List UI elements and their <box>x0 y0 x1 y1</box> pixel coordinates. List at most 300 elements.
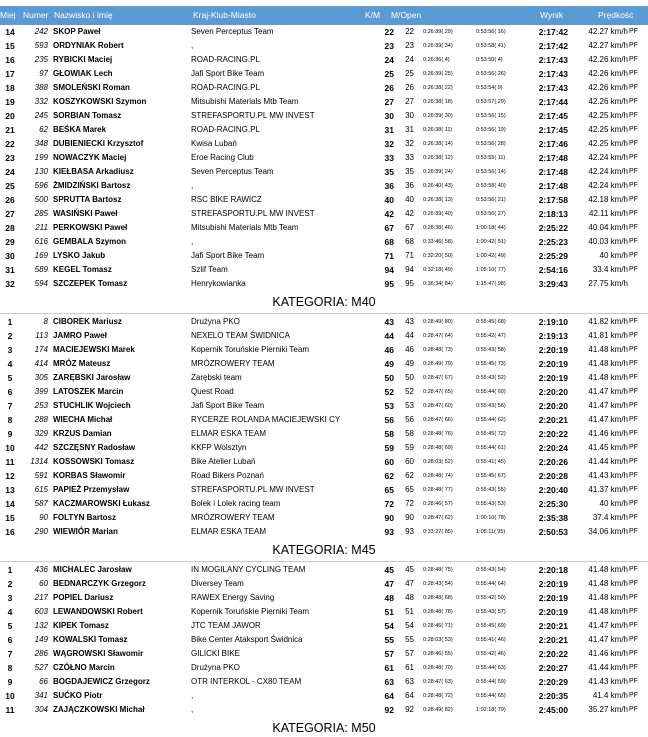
pf-flag: PF <box>629 472 638 479</box>
split-time-1: 0:28:46( 57) <box>423 501 453 507</box>
rider-name: BOGDAJEWICZ Grzegorz <box>53 677 150 686</box>
pf-flag: PF <box>629 706 638 713</box>
split-time-2: 0:55:44( 64) <box>476 581 506 587</box>
rider-name: CIBOREK Mariusz <box>53 317 122 326</box>
club-name: Quest Road <box>191 387 234 396</box>
rider-name: DUBIENIECKI Krzysztof <box>53 139 144 148</box>
rider-name: WĄGROWSKI Sławomir <box>53 649 144 658</box>
table-row <box>0 483 648 497</box>
place-cell: 32 <box>5 279 15 289</box>
category-title: KATEGORIA: M50 <box>272 721 376 735</box>
split-time-2: 1:02:18( 79) <box>476 707 506 713</box>
pf-flag: PF <box>629 346 638 353</box>
club-name: Zarębski team <box>191 373 242 382</box>
result-time: 2:25:23 <box>538 237 568 247</box>
avg-speed: 41.48 km/h <box>588 345 628 354</box>
club-name: , <box>191 237 194 246</box>
split-time-2: 0:53:56( 21) <box>476 197 506 203</box>
table-row <box>0 497 648 511</box>
result-time: 2:17:42 <box>538 41 568 51</box>
rider-name: WIEWIÓR Marian <box>53 527 118 536</box>
category-rank: 23 <box>384 41 394 51</box>
split-time-1: 0:28:48( 78) <box>423 609 453 615</box>
bib-number: 1314 <box>30 457 48 466</box>
category-rank: 22 <box>384 27 394 37</box>
club-name: , <box>191 705 194 714</box>
rider-name: ZAJĄCZKOWSKI Michał <box>53 705 145 714</box>
category-rank: 57 <box>384 649 394 659</box>
split-time-1: 0:28:47( 63) <box>423 679 453 685</box>
split-time-2: 0:55:44( 60) <box>476 389 506 395</box>
place-cell: 12 <box>5 471 15 481</box>
split-time-2: 0:53:56( 15) <box>476 113 506 119</box>
open-rank: 32 <box>405 139 414 148</box>
avg-speed: 40.04 km/h <box>588 223 628 232</box>
category-rank: 35 <box>384 167 394 177</box>
bib-number: 113 <box>35 331 48 340</box>
pf-flag: PF <box>629 140 638 147</box>
avg-speed: 41.47 km/h <box>588 635 628 644</box>
place-cell: 3 <box>7 345 13 355</box>
place-cell: 29 <box>5 237 15 247</box>
table-row <box>0 577 648 591</box>
table-row <box>0 329 648 343</box>
result-time: 2:25:29 <box>538 251 568 261</box>
table-row <box>0 123 648 137</box>
place-cell: 27 <box>5 209 15 219</box>
result-time: 2:20:19 <box>538 359 568 369</box>
split-time-1: 0:26:38( 13) <box>423 197 453 203</box>
table-row <box>0 633 648 647</box>
open-rank: 56 <box>405 415 414 424</box>
avg-speed: 41.81 km/h <box>588 331 628 340</box>
split-time-1: 0:33:46( 58) <box>423 239 453 245</box>
bib-number: 288 <box>34 415 48 424</box>
result-time: 2:17:48 <box>538 167 568 177</box>
result-time: 2:18:13 <box>538 209 568 219</box>
pf-flag: PF <box>629 84 638 91</box>
bib-number: 132 <box>34 621 48 630</box>
avg-speed: 40 km/h <box>599 251 628 260</box>
rider-name: JAMRO Paweł <box>53 331 107 340</box>
split-time-1: 0:26:38( 12) <box>423 155 453 161</box>
avg-speed: 42.27 km/h <box>588 41 628 50</box>
open-rank: 31 <box>405 125 414 134</box>
category-rank: 46 <box>384 345 394 355</box>
split-time-1: 0:26:39( 24) <box>423 169 453 175</box>
bib-number: 60 <box>39 579 48 588</box>
bib-number: 594 <box>34 279 48 288</box>
category-rank: 67 <box>384 223 394 233</box>
bib-number: 603 <box>34 607 48 616</box>
result-time: 2:20:22 <box>538 649 568 659</box>
open-rank: 45 <box>405 565 414 574</box>
table-row <box>0 441 648 455</box>
split-time-2: 0:55:45( 73) <box>476 361 506 367</box>
split-time-2: 0:55:43( 58) <box>476 347 506 353</box>
place-cell: 2 <box>7 331 13 341</box>
avg-speed: 41.4 km/h <box>592 691 628 700</box>
pf-flag: PF <box>629 514 638 521</box>
split-time-1: 0:28:47( 66) <box>423 417 453 423</box>
category-rank: 58 <box>384 429 394 439</box>
rider-name: BEŚKA Marek <box>53 125 107 134</box>
table-row <box>0 81 648 95</box>
pf-flag: PF <box>629 182 638 189</box>
place-cell: 9 <box>7 677 13 687</box>
split-time-1: 0:26:39( 30) <box>423 113 453 119</box>
place-cell: 22 <box>5 139 15 149</box>
bib-number: 217 <box>34 593 48 602</box>
bib-number: 199 <box>34 153 48 162</box>
open-rank: 95 <box>405 279 414 288</box>
rider-name: SORBIAN Tomasz <box>53 111 122 120</box>
rider-name: NOWACZYK Maciej <box>53 153 127 162</box>
bib-number: 245 <box>34 111 48 120</box>
rider-name: GŁOWIAK Lech <box>53 69 113 78</box>
bib-number: 399 <box>34 387 48 396</box>
split-time-1: 0:28:48( 70) <box>423 665 453 671</box>
table-row <box>0 207 648 221</box>
bib-number: 442 <box>34 443 48 452</box>
bib-number: 341 <box>34 691 48 700</box>
split-time-1: 0:26:40( 43) <box>423 183 453 189</box>
pf-flag: PF <box>629 430 638 437</box>
club-name: Bike Atelier Lubań <box>191 457 256 466</box>
split-time-1: 0:36:34( 84) <box>423 281 453 287</box>
category-rank: 55 <box>384 635 394 645</box>
avg-speed: 41.82 km/h <box>588 317 628 326</box>
open-rank: 30 <box>405 111 414 120</box>
header-km: K/M <box>365 10 381 20</box>
category-rank: 31 <box>384 125 394 135</box>
place-cell: 7 <box>7 401 13 411</box>
split-time-1: 0:28:49( 82) <box>423 707 453 713</box>
table-row <box>0 689 648 703</box>
open-rank: 47 <box>405 579 414 588</box>
result-time: 2:25:30 <box>538 499 568 509</box>
place-cell: 11 <box>5 457 15 467</box>
open-rank: 58 <box>405 429 414 438</box>
split-time-2: 0:53:56( 16) <box>476 29 506 35</box>
category-rank: 71 <box>384 251 394 261</box>
result-time: 2:20:18 <box>538 565 568 575</box>
table-row <box>0 343 648 357</box>
pf-flag: PF <box>629 126 638 133</box>
split-time-2: 0:55:42( 47) <box>476 333 506 339</box>
open-rank: 72 <box>405 499 414 508</box>
header-miej: Miej <box>0 10 16 20</box>
result-time: 2:17:46 <box>538 139 568 149</box>
rider-name: SZCZEPEK Tomasz <box>53 279 128 288</box>
table-row <box>0 39 648 53</box>
result-time: 2:20:40 <box>538 485 568 495</box>
split-time-1: 0:28:38( 46) <box>423 225 453 231</box>
category-rank: 65 <box>384 485 394 495</box>
rider-name: BEDNARCZYK Grzegorz <box>53 579 146 588</box>
split-time-1: 0:28:48( 73) <box>423 347 453 353</box>
bib-number: 388 <box>34 83 48 92</box>
open-rank: 60 <box>405 457 414 466</box>
category-rank: 95 <box>384 279 394 289</box>
open-rank: 65 <box>405 485 414 494</box>
open-rank: 46 <box>405 345 414 354</box>
table-row <box>0 647 648 661</box>
split-time-2: 0:55:43( 52) <box>476 375 506 381</box>
avg-speed: 40.03 km/h <box>588 237 628 246</box>
table-row <box>0 249 648 263</box>
table-row <box>0 235 648 249</box>
pf-flag: PF <box>629 416 638 423</box>
rider-name: SUĆKO Piotr <box>53 691 103 700</box>
table-row <box>0 179 648 193</box>
avg-speed: 42.26 km/h <box>588 55 628 64</box>
split-time-2: 0:53:56( 27) <box>476 211 506 217</box>
club-name: Mitsubishi Materials Mtb Team <box>191 223 299 232</box>
club-name: Kopernik Toruńskie Pierniki Team <box>191 345 309 354</box>
split-time-1: 0:26:36( 4) <box>423 57 450 63</box>
table-row <box>0 357 648 371</box>
place-cell: 8 <box>7 663 13 673</box>
split-time-1: 0:28:46( 55) <box>423 651 453 657</box>
avg-speed: 41.46 km/h <box>588 429 628 438</box>
split-time-1: 0:28:48( 77) <box>423 487 453 493</box>
split-time-2: 0:55:44( 59) <box>476 679 506 685</box>
avg-speed: 41.48 km/h <box>588 359 628 368</box>
result-time: 2:20:28 <box>538 471 568 481</box>
split-time-2: 0:55:43( 53) <box>476 501 506 507</box>
avg-speed: 41.48 km/h <box>588 565 628 574</box>
split-time-1: 0:28:48( 76) <box>423 431 453 437</box>
category-rank: 56 <box>384 415 394 425</box>
category-title: KATEGORIA: M45 <box>272 543 376 557</box>
rider-name: SKOP Paweł <box>53 27 101 36</box>
category-rank: 50 <box>384 373 394 383</box>
table-row <box>0 619 648 633</box>
avg-speed: 37.4 km/h <box>592 513 628 522</box>
pf-flag: PF <box>629 224 638 231</box>
open-rank: 59 <box>405 443 414 452</box>
split-time-2: 0:53:56( 19) <box>476 127 506 133</box>
category-rank: 68 <box>384 237 394 247</box>
bib-number: 615 <box>34 485 48 494</box>
split-time-1: 0:28:48( 74) <box>423 473 453 479</box>
avg-speed: 41.48 km/h <box>588 579 628 588</box>
pf-flag: PF <box>629 566 638 573</box>
avg-speed: 42.25 km/h <box>588 125 628 134</box>
table-row <box>0 525 648 539</box>
rider-name: STUCHLIK Wojciech <box>53 401 131 410</box>
place-cell: 7 <box>7 649 13 659</box>
split-time-2: 1:00:18( 44) <box>476 225 506 231</box>
pf-flag: PF <box>629 650 638 657</box>
club-name: ROAD-RACING.PL <box>191 55 260 64</box>
table-row <box>0 263 648 277</box>
place-cell: 14 <box>5 27 15 37</box>
pf-flag: PF <box>629 42 638 49</box>
category-rank: 51 <box>384 607 394 617</box>
bib-number: 348 <box>34 139 48 148</box>
table-row <box>0 469 648 483</box>
split-time-1: 0:28:48( 75) <box>423 567 453 573</box>
avg-speed: 42.27 km/h <box>588 27 628 36</box>
open-rank: 64 <box>405 691 414 700</box>
open-rank: 44 <box>405 331 414 340</box>
open-rank: 68 <box>405 237 414 246</box>
result-time: 2:45:00 <box>538 705 568 715</box>
header-speed: Prędkość <box>598 10 634 20</box>
split-time-1: 0:28:47( 65) <box>423 389 453 395</box>
club-name: RYCERZE ROLANDA MACIEJEWSKI CY <box>191 415 341 424</box>
bib-number: 436 <box>34 565 48 574</box>
club-name: STREFASPORTU.PL MW INVEST <box>191 209 315 218</box>
split-time-1: 0:32:20( 50) <box>423 253 453 259</box>
result-time: 2:20:24 <box>538 443 568 453</box>
split-time-1: 0:28:48( 72) <box>423 693 453 699</box>
place-cell: 11 <box>5 705 15 715</box>
category-rank: 94 <box>384 265 394 275</box>
split-time-1: 0:26:39( 40) <box>423 211 453 217</box>
split-time-1: 0:26:39( 25) <box>423 71 453 77</box>
result-time: 2:20:29 <box>538 677 568 687</box>
pf-flag: PF <box>629 266 638 273</box>
split-time-2: 0:55:44( 62) <box>476 417 506 423</box>
club-name: MRÓZROWERY TEAM <box>191 359 275 368</box>
rider-name: MRÓZ Mateusz <box>53 359 111 368</box>
pf-flag: PF <box>629 594 638 601</box>
category-rank: 43 <box>384 317 394 327</box>
bib-number: 97 <box>39 69 48 78</box>
rider-name: WASIŃSKI Paweł <box>53 209 118 218</box>
avg-speed: 41.46 km/h <box>588 649 628 658</box>
avg-speed: 41.48 km/h <box>588 607 628 616</box>
open-rank: 52 <box>405 387 414 396</box>
pf-flag: PF <box>629 210 638 217</box>
place-cell: 1 <box>7 317 13 327</box>
open-rank: 42 <box>405 209 414 218</box>
result-time: 2:20:21 <box>538 621 568 631</box>
result-time: 2:17:58 <box>538 195 568 205</box>
open-rank: 43 <box>405 317 414 326</box>
category-heading <box>0 541 648 562</box>
split-time-2: 0:55:45( 68) <box>476 319 506 325</box>
split-time-1: 0:26:38( 14) <box>423 141 453 147</box>
open-rank: 24 <box>405 55 414 64</box>
header-wynik: Wynik <box>540 10 564 20</box>
club-name: Jafi Sport Bike Team <box>191 251 265 260</box>
bib-number: 174 <box>34 345 48 354</box>
pf-flag: PF <box>629 374 638 381</box>
club-name: Road Bikers Poznań <box>191 471 264 480</box>
pf-flag: PF <box>629 486 638 493</box>
result-time: 2:20:21 <box>538 635 568 645</box>
split-time-2: 0:55:43( 54) <box>476 567 506 573</box>
split-time-1: 0:26:38( 18) <box>423 99 453 105</box>
rider-name: KIEŁBASA Arkadiusz <box>53 167 134 176</box>
split-time-2: 1:05:11( 95) <box>476 529 506 535</box>
table-row <box>0 67 648 81</box>
table-row <box>0 675 648 689</box>
split-time-1: 0:26:38( 11) <box>423 127 453 133</box>
split-time-2: 0:53:57( 29) <box>476 99 506 105</box>
category-heading <box>0 719 648 737</box>
category-rank: 60 <box>384 457 394 467</box>
rider-name: KIPEK Tomasz <box>53 621 109 630</box>
club-name: Szlif Team <box>191 265 228 274</box>
split-time-1: 0:28:03( 53) <box>423 637 453 643</box>
open-rank: 61 <box>405 663 414 672</box>
table-row <box>0 95 648 109</box>
bib-number: 90 <box>39 513 48 522</box>
category-rank: 45 <box>384 565 394 575</box>
open-rank: 22 <box>405 27 414 36</box>
split-time-1: 0:28:47( 60) <box>423 403 453 409</box>
result-time: 2:20:19 <box>538 593 568 603</box>
category-rank: 26 <box>384 83 394 93</box>
bib-number: 253 <box>34 401 48 410</box>
club-name: Seven Perceptus Team <box>191 167 274 176</box>
rider-name: RYBICKI Maciej <box>53 55 113 64</box>
result-time: 2:20:21 <box>538 415 568 425</box>
result-time: 2:17:43 <box>538 69 568 79</box>
split-time-2: 1:05:10( 77) <box>476 267 506 273</box>
avg-speed: 42.26 km/h <box>588 69 628 78</box>
header-club: Kraj-Klub-Miasto <box>193 10 256 20</box>
place-cell: 5 <box>7 373 13 383</box>
result-time: 2:20:19 <box>538 579 568 589</box>
open-rank: 93 <box>405 527 414 536</box>
avg-speed: 41.43 km/h <box>588 471 628 480</box>
pf-flag: PF <box>629 332 638 339</box>
open-rank: 90 <box>405 513 414 522</box>
open-rank: 27 <box>405 97 414 106</box>
split-time-2: 0:53:56( 26) <box>476 71 506 77</box>
header-numer: Numer <box>23 10 49 20</box>
club-name: RSC BIKE RAWICZ <box>191 195 262 204</box>
split-time-1: 0:28:48( 68) <box>423 595 453 601</box>
table-header <box>0 6 648 25</box>
pf-flag: PF <box>629 238 638 245</box>
split-time-2: 0:55:43( 56) <box>476 403 506 409</box>
category-rank: 33 <box>384 153 394 163</box>
open-rank: 36 <box>405 181 414 190</box>
place-cell: 9 <box>7 429 13 439</box>
result-time: 2:19:10 <box>538 317 568 327</box>
pf-flag: PF <box>629 28 638 35</box>
place-cell: 28 <box>5 223 15 233</box>
rider-name: MICHALEC Jarosław <box>53 565 132 574</box>
place-cell: 6 <box>7 387 13 397</box>
open-rank: 92 <box>405 705 414 714</box>
rider-name: KOSZYKOWSKI Szymon <box>53 97 147 106</box>
result-time: 2:17:45 <box>538 125 568 135</box>
open-rank: 25 <box>405 69 414 78</box>
bib-number: 130 <box>34 167 48 176</box>
split-time-1: 0:28:49( 79) <box>423 361 453 367</box>
category-rank: 24 <box>384 55 394 65</box>
split-time-2: 0:55:45( 69) <box>476 623 506 629</box>
club-name: Jafi Sport Bike Team <box>191 401 265 410</box>
split-time-2: 0:55:41( 45) <box>476 459 506 465</box>
avg-speed: 41.37 km/h <box>588 485 628 494</box>
pf-flag: PF <box>629 444 638 451</box>
open-rank: 71 <box>405 251 414 260</box>
bib-number: 62 <box>39 125 48 134</box>
avg-speed: 42.24 km/h <box>588 153 628 162</box>
table-row <box>0 371 648 385</box>
split-time-2: 0:53:54( 9) <box>476 85 503 91</box>
bib-number: 285 <box>34 209 48 218</box>
